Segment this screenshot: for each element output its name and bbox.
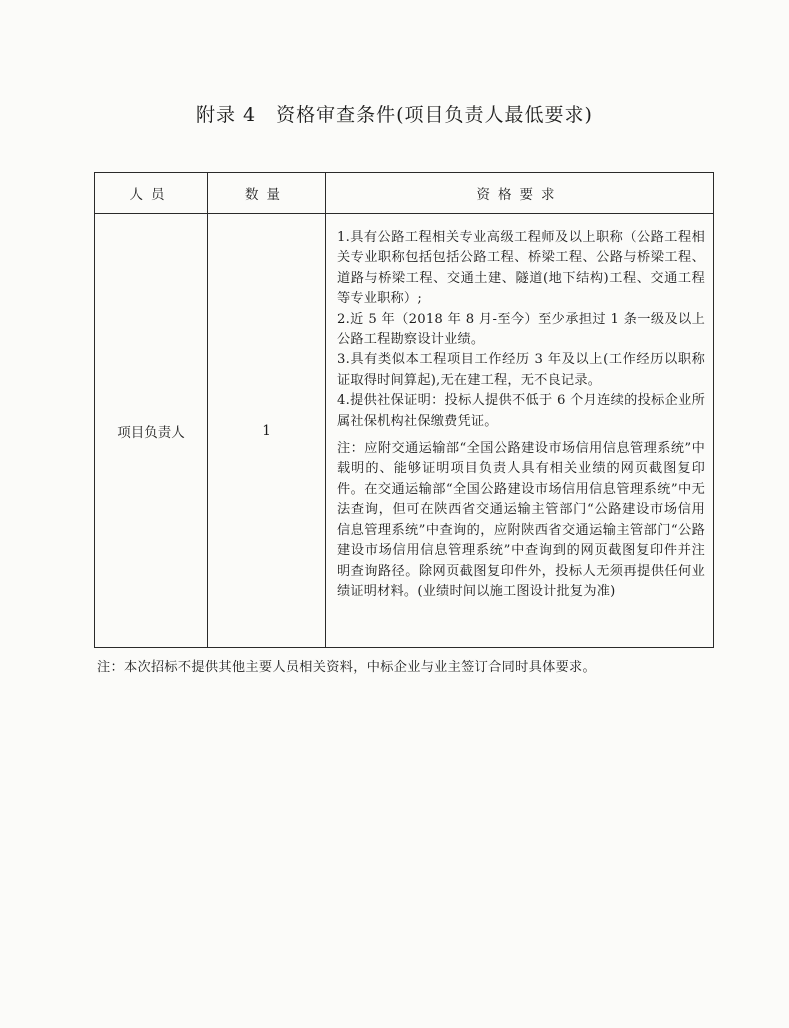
table-footnote: 注：本次招标不提供其他主要人员相关资料，中标企业与业主签订合同时具体要求。 (97, 660, 597, 675)
requirement-notice: 注：应附交通运输部“全国公路建设市场信用信息管理系统”中载明的、能够证明项目负责人具有相关业绩的网页截图复印件。在交通运输部“全国公路建设市场信用信息管理系统”中无法查询，但可在陕西省交通运输主管部门“公路建设市场信用信息管理系统”中查询的，应附陕西省交通运输主管部门“公路建设市场信用信息管理系统”中查询到的网页截图复印件并注明查询路径。除网页截图复印件外，投标人无须再提供任何业绩证明材料。(业绩时间以施工图设计批复为准) (337, 441, 705, 599)
table-header-row (95, 173, 714, 214)
header-person: 人员 (95, 173, 208, 214)
requirement-item-1: 1.具有公路工程相关专业高级工程师及以上职称（公路工程相关专业职称包括包括公路工程、桥梁工程、公路与桥梁工程、道路与桥梁工程、交通土建、隧道(地下结构)工程、交通工程等专业职称）; (337, 230, 705, 307)
header-quantity: 数量 (208, 173, 326, 214)
requirement-item-2: 2.近 5 年（2018 年 8 月-至今）至少承担过 1 条一级及以上公路工程勘察设计业绩。 (337, 311, 705, 348)
header-requirements: 资格要求 (326, 173, 714, 214)
requirement-item-3: 3.具有类似本工程项目工作经历 3 年及以上(工作经历以职称证取得时间算起),无在建工程，无不良记录。 (337, 352, 705, 388)
document-title: 附录 4 资格审查条件(项目负责人最低要求) (196, 104, 593, 126)
cell-requirements (326, 214, 714, 648)
table-row (95, 214, 714, 648)
requirement-item-4: 4.提供社保证明：投标人提供不低于 6 个月连续的投标企业所属社保机构社保缴费凭证。 (337, 393, 705, 429)
qualification-table (94, 172, 714, 648)
cell-person: 项目负责人 (95, 214, 208, 648)
cell-quantity: 1 (208, 214, 326, 648)
